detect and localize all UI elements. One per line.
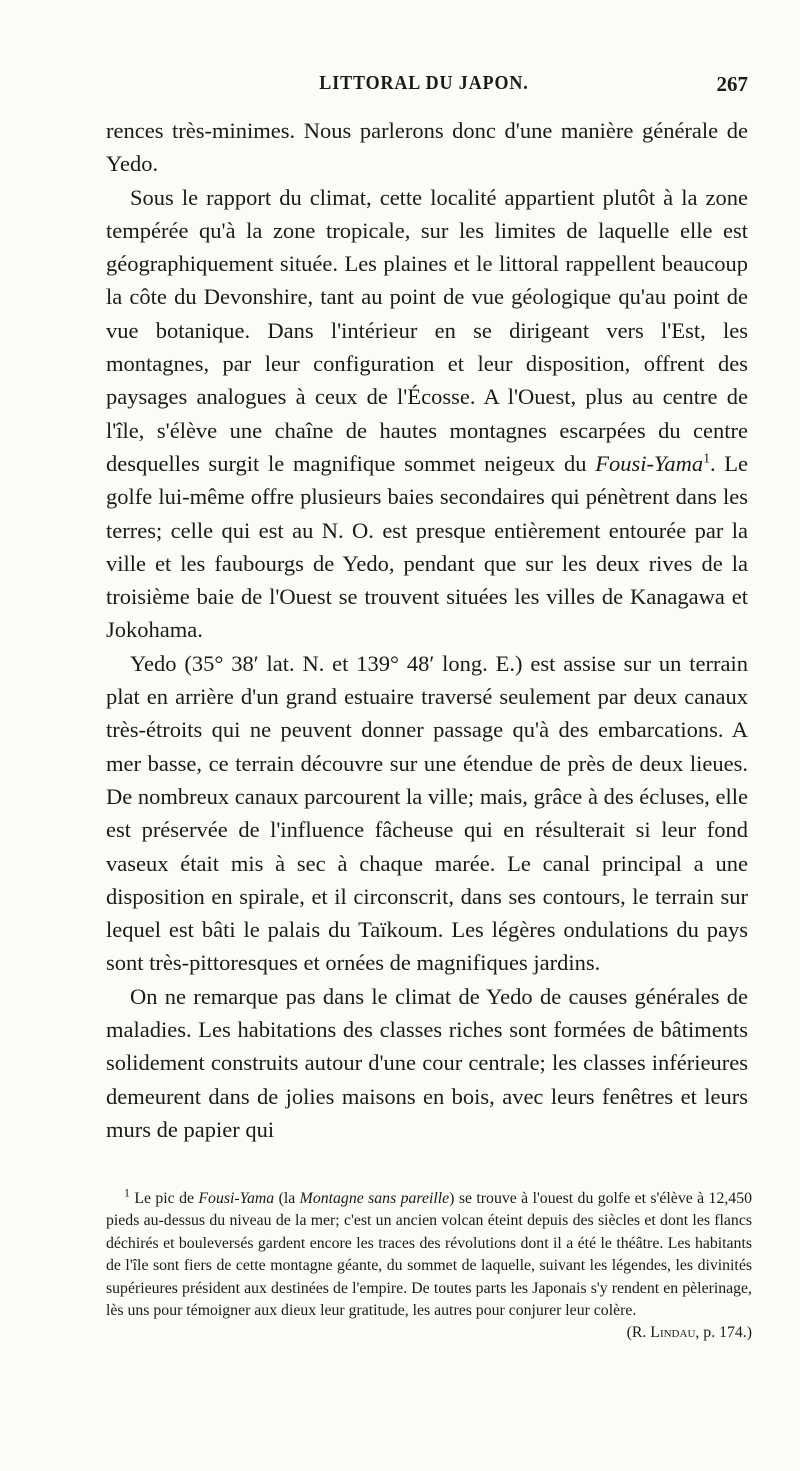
running-head: LITTORAL DU JAPON. xyxy=(319,72,529,94)
climate-text-b: . Le golfe lui-même offre plusieurs baies secondaires qui pénètrent dans les terres; celle qui est au N. O. est presque entièrement entourée par la ville et les faubourgs de Yedo, pendant que sur les deux rives de la troisième baie de l'Ouest se trouvent situées les villes de Kanagawa et Jokohama. xyxy=(106,450,749,643)
footnote xyxy=(106,1185,752,1342)
paragraph-health: On ne remarque pas dans le climat de Yedo de causes générales de maladies. Les habitations des classes riches sont formées de bâtiments solidement construits autour d'une cour centrale; les classes inférieures demeurent dans de jolies maisons en bois, avec leurs fenêtres et leurs murs de papier qui xyxy=(106,983,748,1142)
footnote-reference: 1 xyxy=(703,450,710,466)
footnote-mid: (la xyxy=(274,1190,300,1207)
paragraph-climate xyxy=(106,181,748,647)
main-text xyxy=(106,114,748,1146)
footnote-lead: Le pic de xyxy=(129,1190,199,1207)
source-author: Lindau xyxy=(650,1324,696,1342)
footnote-area xyxy=(106,1185,752,1345)
source-close: , p. 174.) xyxy=(695,1324,752,1342)
footnote-montagne: Montagne sans pareille xyxy=(299,1190,450,1207)
footnote-text: ) se trouve à l'ouest du golfe et s'élève à 12,450 pieds au-dessus du niveau de la mer; c'est un ancien volcan éteint depuis des siècles et dont les flancs déchirés et bouleversés gardent encore les traces des révolutions dont il a été le théâtre. Les habitants de l'île sont fiers de cette montagne géante, du sommet de laquelle, suivant les légendes, les divinités supérieures président aux destinées de l'empire. De toutes parts les Japonais s'y rendent en pèlerinage, lès uns pour témoigner aux dieux leur gratitude, les autres pour conjurer leur colère. xyxy=(106,1190,752,1320)
climate-text-a: Sous le rapport du climat, cette localité appartient plutôt à la zone tempérée qu'à la zone tropicale, sur les limites de laquelle elle est géographiquement située. Les plaines et le littoral rappellent beaucoup la côte du Devonshire, tant au point de vue géologique qu'au point de vue botanique. Dans l'intérieur en se dirigeant vers l'Est, les montagnes, par leur configuration et leur disposition, offrent des paysages analogues à ceux de l'Écosse. A l'Ouest, plus au centre de l'île, s'élève une chaîne de hautes montagnes escarpées du centre desquelles surgit le magnifique sommet neigeux du xyxy=(106,184,748,476)
footnote-fousi-yama: Fousi-Yama xyxy=(198,1190,275,1207)
paragraph-yedo-location: Yedo (35° 38′ lat. N. et 139° 48′ long. E.) est assise sur un terrain plat en arrière d'un grand estuaire traversé seulement par deux canaux très-étroits qui ne peuvent donner passage qu'à des embarcations. A mer basse, ce terrain découvre sur une étendue de près de deux lieues. De nombreux canaux parcourent la ville; mais, grâce à des écluses, elle est préservée de l'influence fâcheuse qui en résulterait si leur fond vaseux était mis à sec à chaque marée. Le canal principal a une disposition en spirale, et il circonscrit, dans ses contours, le terrain sur lequel est bâti le palais du Taïkoum. Les légères ondulations du pays sont très-pittoresques et ornées de magnifiques jardins. xyxy=(106,650,748,976)
page-number: 267 xyxy=(716,72,748,96)
page-header xyxy=(100,72,748,112)
paragraph-continued: rences très-minimes. Nous parlerons donc d'une manière générale de Yedo. xyxy=(106,118,748,177)
footnote-mark: 1 xyxy=(124,1185,130,1200)
source-open: (R. xyxy=(626,1324,651,1342)
footnote-source xyxy=(609,1322,752,1344)
fousi-yama-term: Fousi-Yama xyxy=(595,450,704,476)
